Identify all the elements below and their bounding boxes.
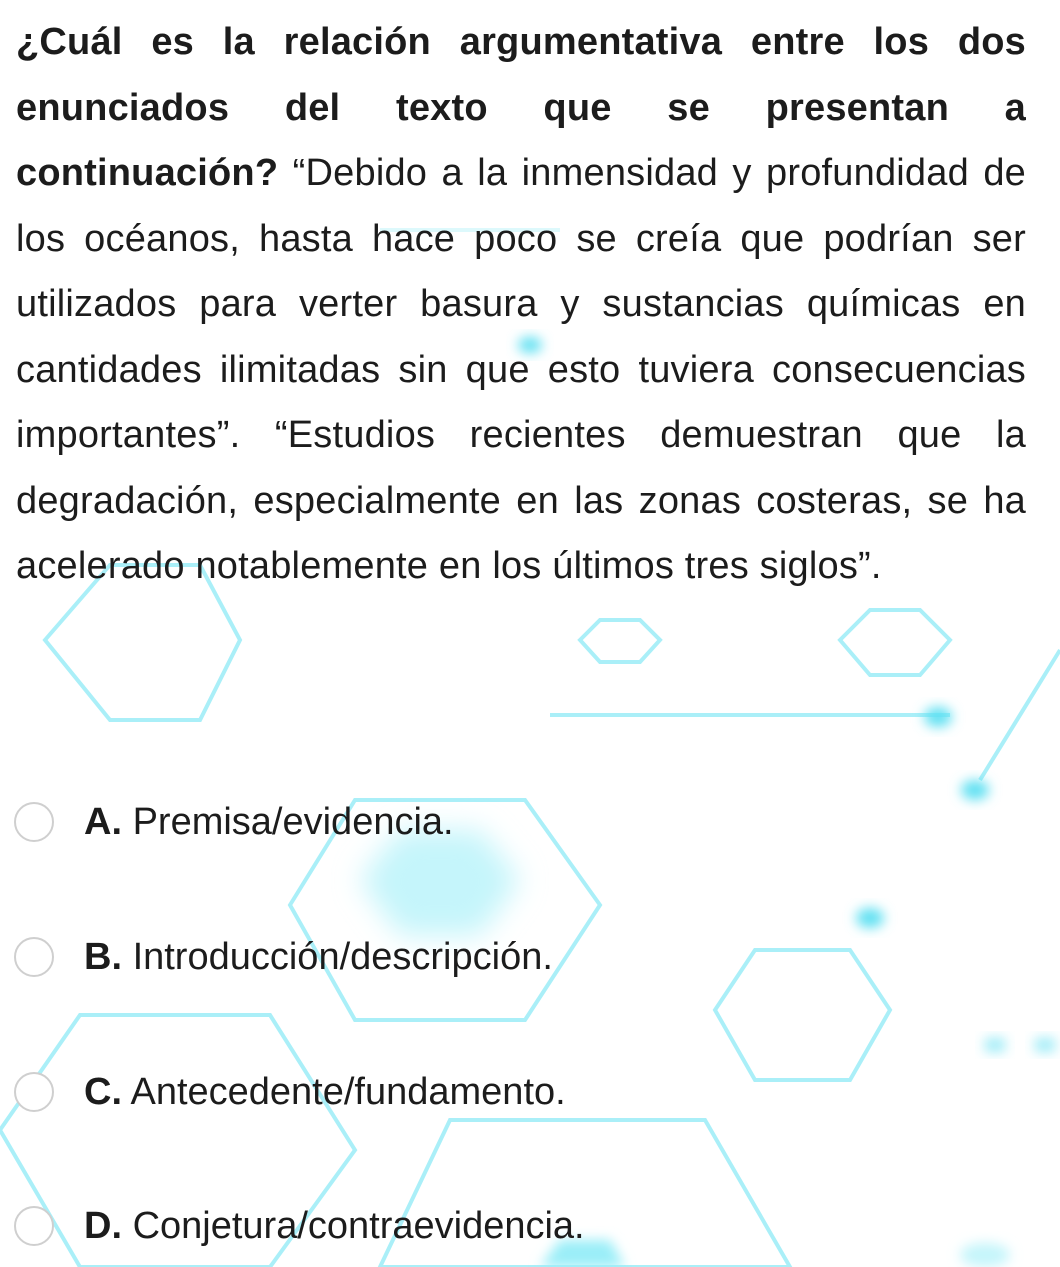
option-b[interactable] — [14, 927, 553, 987]
question-statements: “Debido a la inmensidad y profundidad de los océanos, hasta hace poco se creía que podrían ser utilizados para verter basura y sustancias químicas en cantidades ilimitadas sin que esto tuviera consecuencias importantes”. “Estudios recientes demuestran que la degradación, especialmente en las zonas costeras, se ha acelerado notablemente en los últimos tres siglos”. — [16, 152, 1026, 587]
option-label: Conjetura/contraevidencia. — [132, 1204, 585, 1247]
radio-icon[interactable] — [14, 937, 54, 977]
radio-icon[interactable] — [14, 1206, 54, 1246]
option-letter: B. — [84, 935, 122, 978]
option-label: Introducción/descripción. — [132, 935, 553, 978]
option-letter: C. — [84, 1070, 122, 1113]
question-prompt: ¿Cuál es la relación argumentativa entre los dos enunciados del texto que se presentan a continuación? — [16, 21, 1026, 194]
option-d[interactable] — [14, 1196, 585, 1256]
question-text — [16, 10, 1026, 600]
option-c[interactable] — [14, 1062, 566, 1122]
option-letter: A. — [84, 800, 122, 843]
option-label: Premisa/evidencia. — [132, 800, 454, 843]
option-label: Antecedente/fundamento. — [130, 1070, 566, 1113]
option-letter: D. — [84, 1204, 122, 1247]
radio-icon[interactable] — [14, 802, 54, 842]
option-a[interactable] — [14, 792, 454, 852]
radio-icon[interactable] — [14, 1072, 54, 1112]
